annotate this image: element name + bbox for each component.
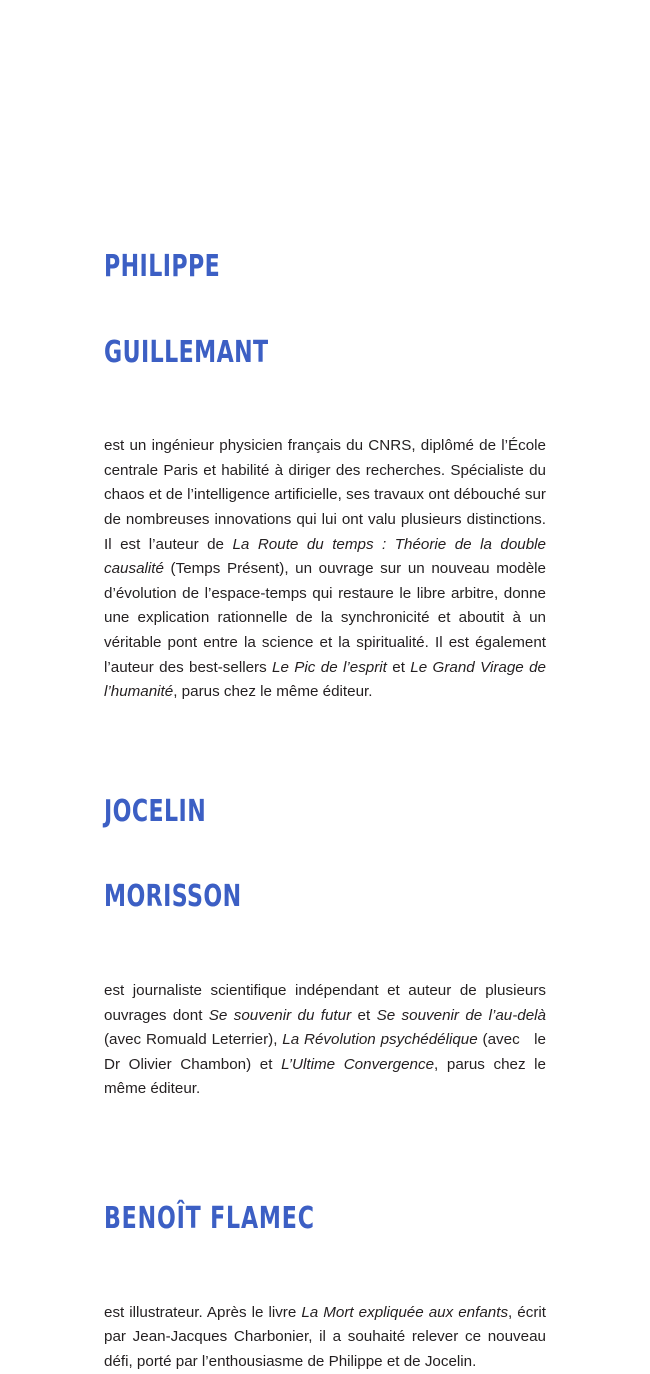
- bio-text-philippe-guillemant: est un ingénieur physicien français du CNRS, diplômé de l’École centrale Paris et habilité à diriger des recherches. Spécialiste du chaos et de l’intelligence artificielle, ses travaux ont débouché sur de nombreuses innovations qui lui ont valu plusieurs distinctions. Il est l’auteur de La Route du temps : Théorie de la double causalité (Temps Présent), un ouvrage sur un nouveau modèle d’évolution de l’espace-temps qui restaure le libre arbitre, donne une explication rationnelle de la synchronicité et aboutit à un véritable pont entre la science et la spiritualité. Il est également l’auteur des best-sellers Le Pic de l’esprit et Le Grand Virage de l’humanité, parus chez le même éditeur.: [104, 434, 546, 705]
- author-name-philippe-guillemant: [104, 196, 466, 424]
- author-name-benoit-flamec: [104, 1148, 466, 1291]
- bio-text-jocelin-morisson: est journaliste scientifique indépendant et auteur de plusieurs ouvrages dont Se souvenir du futur et Se souvenir de l’au-delà (avec Romuald Leterrier), La Révolution psychédélique (avec le Dr Olivier Chambon) et L’Ultime Convergence, parus chez le même éditeur.: [104, 979, 546, 1102]
- author-name-jocelin-morisson: [104, 741, 466, 969]
- author-lastname: MORISSON: [104, 883, 466, 912]
- bio-philippe-guillemant: [104, 196, 546, 705]
- bio-jocelin-morisson: [104, 741, 546, 1102]
- author-fullname: BENOÎT FLAMEC: [104, 1205, 466, 1234]
- bios-container: [104, 196, 546, 1374]
- author-firstname: PHILIPPE: [104, 253, 466, 282]
- bio-text-benoit-flamec: est illustrateur. Après le livre La Mort expliquée aux enfants, écrit par Jean-Jacques Charbonier, il a souhaité relever ce nouveau défi, porté par l’enthousiasme de Philippe et de Jocelin.: [104, 1301, 546, 1374]
- author-lastname: GUILLEMANT: [104, 339, 466, 368]
- bio-benoit-flamec: [104, 1148, 546, 1374]
- author-firstname: JOCELIN: [104, 798, 466, 827]
